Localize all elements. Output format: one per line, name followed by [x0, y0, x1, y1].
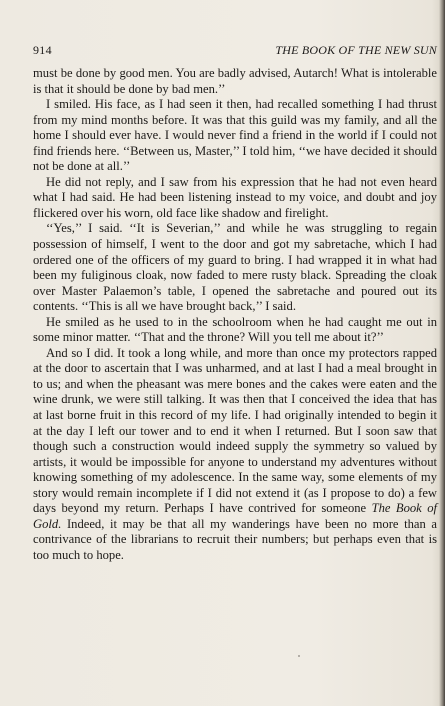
spine-shadow: [439, 0, 445, 706]
book-title-italic: The Book of Gold.: [33, 501, 437, 531]
paragraph-3: He did not reply, and I saw from his expression that he had not even heard what I had said. He had been listening instead to my voice, and doubt and joy flickered over his worn, old face like shadow and firelight.: [33, 174, 437, 220]
paper-speck: [298, 655, 300, 657]
body-text: [33, 66, 437, 564]
paragraph-5: He smiled as he used to in the schoolroom when he had caught me out in some minor matter. ‘‘That and the throne? Will you tell me about it?’’: [33, 314, 437, 345]
paragraph-6: [33, 346, 437, 564]
paragraph-4: ‘‘Yes,’’ I said. ‘‘It is Severian,’’ and while he was struggling to regain possession of himself, I went to the door and got my sabretache, which I had ordered one of the officers of my guard to bring. I had wrapped it in what had been my fuliginous cloak, now faded to mere rusty black. Spreading the cloak over Master Palaemon’s table, I opened the sabretache and poured out its contents. ‘‘This is all we have brought back,’’ I said.: [33, 221, 437, 314]
paragraph-2: I smiled. His face, as I had seen it then, had recalled something I had thrust from my mind months before. It was that this guild was my family, and all the home I should ever have. I would never find a friend in the world if I could not find friends here. ‘‘Between us, Master,’’ I told him, ‘‘we have decided it should not be done at all.’’: [33, 97, 437, 174]
page-header: [33, 43, 437, 59]
paragraph-6-tail: Indeed, it may be that all my wanderings have been no more than a contrivance of the librarians to recruit their numbers; but perhaps even that is too much to hope.: [33, 516, 437, 562]
paragraph-1: must be done by good men. You are badly advised, Autarch! What is intolerable is that it should be done by bad men.’’: [33, 66, 437, 96]
running-head: THE BOOK OF THE NEW SUN: [275, 43, 437, 57]
page-number: 914: [33, 43, 52, 57]
paragraph-6-text: And so I did. It took a long while, and more than once my protectors rapped at the door to ascertain that I was unharmed, and at last I had a meal brought in to us; and when the pheasant was mere bones and the cakes were eaten and the wine drunk, we were still talking. It was then that I conceived the idea that has at last borne fruit in this record of my life. I had originally intended to begin it at the day I left our tower and to end it when I returned. But I soon saw that though such a construction would indeed supply the symmetry so valued by artists, it would be impossible for anyone to understand my adventures without knowing something of my adolescence. In the same way, some elements of my story would remain incomplete if I did not extend it (as I propose to do) a few days beyond my return. Perhaps I have contrived for someone: [33, 345, 437, 516]
